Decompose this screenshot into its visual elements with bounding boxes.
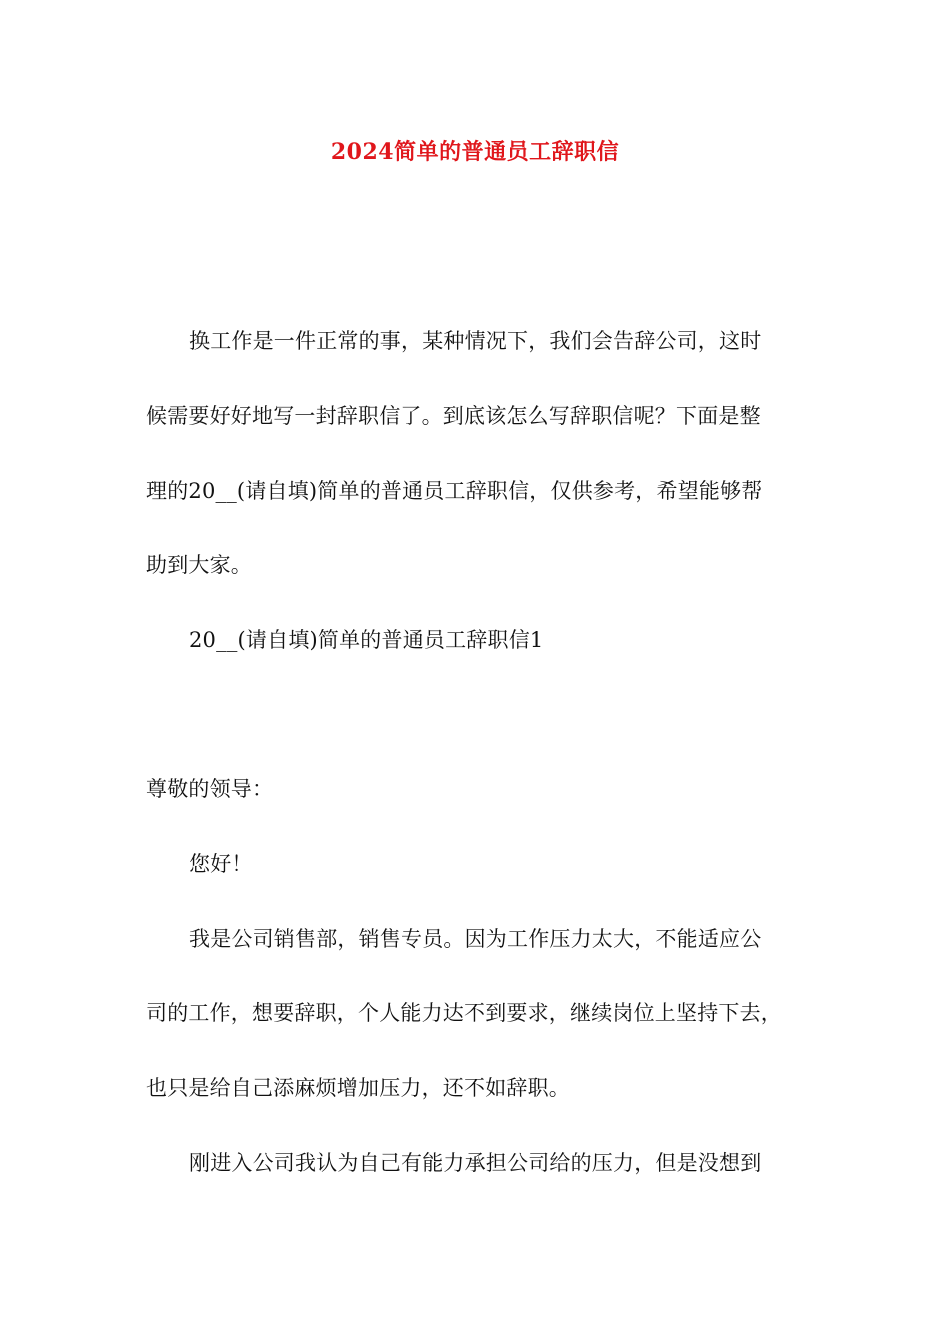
- paragraph-line: 刚进入公司我认为自己有能力承担公司给的压力，但是没想到: [189, 1151, 762, 1175]
- paragraph-line: 我是公司销售部，销售专员。因为工作压力太大，不能适应公: [189, 927, 762, 951]
- paragraph-line: 候需要好好地写一封辞职信了。到底该怎么写辞职信呢？下面是整: [146, 404, 761, 428]
- paragraph-line: 换工作是一件正常的事，某种情况下，我们会告辞公司，这时: [189, 329, 762, 353]
- salutation: 尊敬的领导：: [146, 777, 274, 801]
- greeting: 您好！: [189, 852, 253, 876]
- paragraph-line: 也只是给自己添麻烦增加压力，还不如辞职。: [146, 1076, 570, 1100]
- document-title: 2024简单的普通员工辞职信: [330, 139, 620, 165]
- section-heading: 20__(请自填)简单的普通员工辞职信1: [189, 628, 544, 652]
- paragraph-line: 司的工作，想要辞职，个人能力达不到要求，继续岗位上坚持下去，: [146, 1001, 782, 1025]
- paragraph-line: 助到大家。: [146, 553, 252, 577]
- paragraph-line: 理的20__(请自填)简单的普通员工辞职信，仅供参考，希望能够帮: [146, 479, 763, 503]
